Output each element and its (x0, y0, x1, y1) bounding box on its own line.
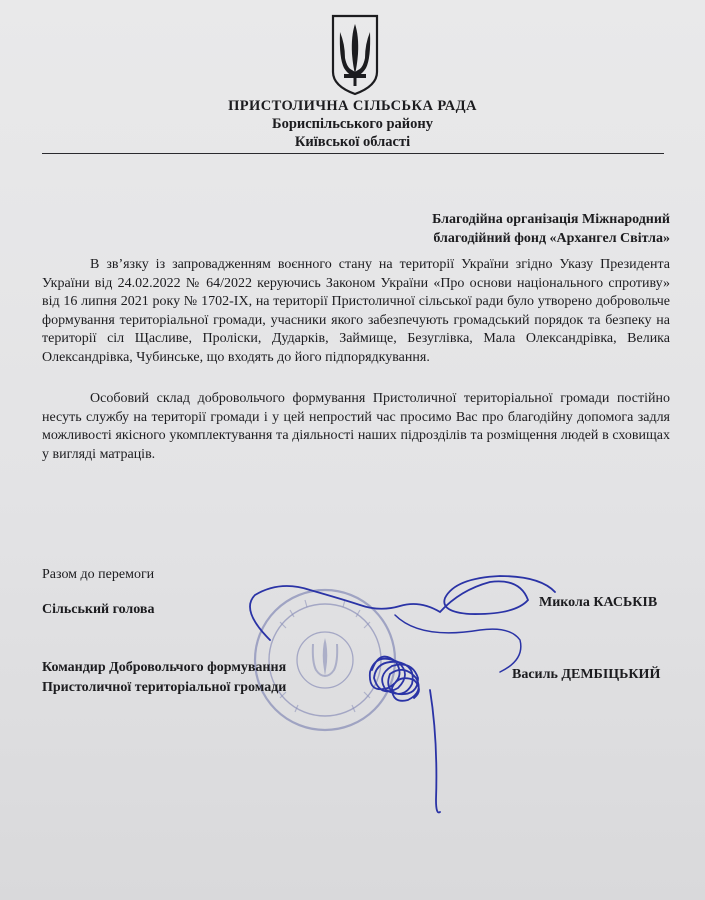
council-district: Бориспільського району (271, 116, 433, 132)
council-region: Київської області (294, 134, 411, 150)
recipient-line-2: благодійний фонд «Архангел Світла» (433, 231, 670, 246)
body-paragraph-1: В зв’язку із запровадженням воєнного стану на території України згідно Указу Президента України від 24.02.2022 № 64/2022 керуючись Законом України «Про основи національного спротиву» від 16 липня 2021 року № 1702-IX, на території Пристоличної сільської ради було утворено добровольче формування територіальної громади, учасники якого забезпечують громадський порядок та безпеку на території сіл Щасливе, Проліски, Дударків, Займище, Безуглівка, Мала Олександрівка, Велика Олександрівка, Чубинське, що входять до його підпорядкування. (42, 257, 670, 365)
trident-emblem-icon (330, 14, 380, 96)
signatory-1-name: Микола КАСЬКІВ (539, 595, 658, 610)
header-divider (42, 153, 664, 154)
recipient-block (400, 210, 670, 248)
signatory-2-position (42, 658, 286, 698)
signatory-2-position-line-1: Командир Добровольчого формування (42, 660, 287, 675)
signatory-2-position-line-2: Пристоличної територіальної громади (42, 680, 287, 695)
body-paragraph-2: Особовий склад добровольчого формування Пристоличної територіальної громади постійно несуть службу на території громади і у цей непростий час просимо Вас про благодійну допомога задля можливості якісного укомплектування та діяльності наших підрозділів та розміщення людей в сховищах у вигляді матраців. (42, 391, 670, 462)
recipient-line-1: Благодійна організація Міжнародний (432, 212, 670, 227)
signatory-1-position: Сільський голова (42, 602, 155, 617)
council-name: ПРИСТОЛИЧНА СІЛЬСЬКА РАДА (228, 98, 477, 114)
signatory-2-name: Василь ДЕМБІЦЬКИЙ (512, 667, 661, 682)
closing-phrase: Разом до перемоги (42, 567, 155, 582)
